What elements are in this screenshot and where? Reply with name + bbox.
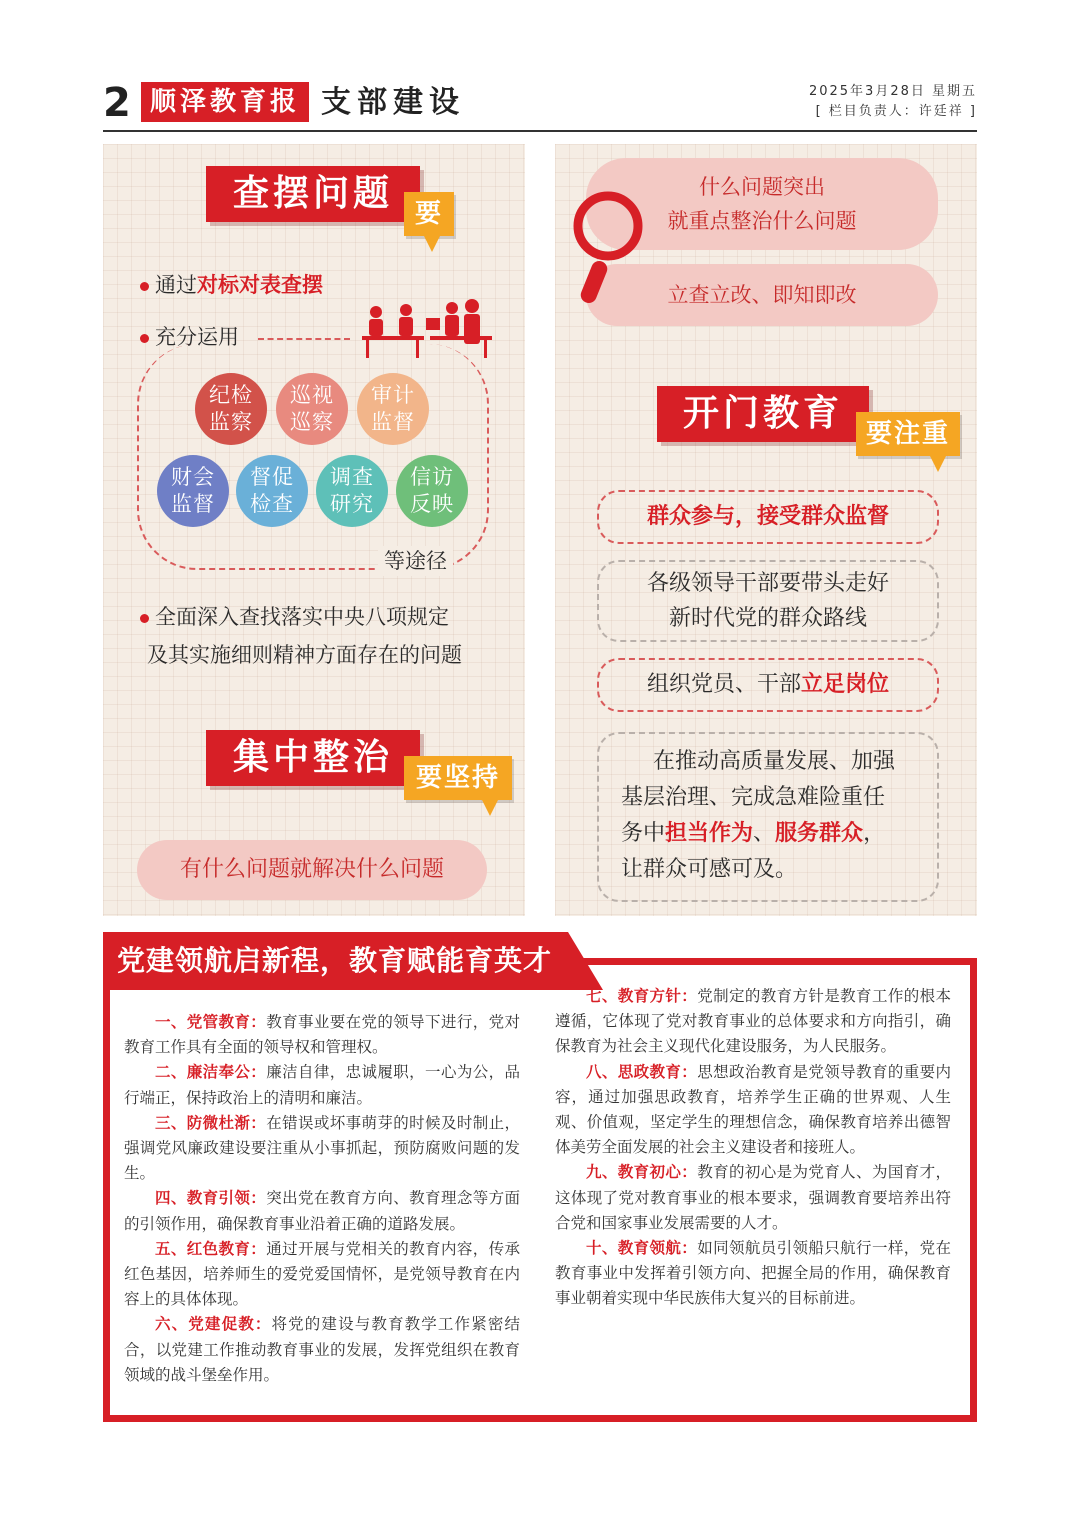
etc-label: 等途径 [378, 546, 453, 576]
article-item: 三、防微杜渐：在错误或坏事萌芽的时候及时制止，强调党风廉政建设要注重从小事抓起，预防腐败问题的发生。 [124, 1113, 520, 1183]
dateline [809, 82, 977, 122]
pill-lichalige: 立查立改、即知即改 [586, 264, 938, 326]
article-item: 九、教育初心：教育的初心是为党育人、为国育才，这体现了党对教育事业的根本要求，强调教育要培养出符合党和国家事业发展需要的人才。 [555, 1163, 951, 1232]
box-gaozhiliang: 在推动高质量发展、加强 基层治理、完成急难险重任 务中担当作为、服务群众， 让群众可感可及。 [597, 732, 939, 902]
pill-tuchu: 什么问题突出 就重点整治什么问题 [586, 158, 938, 250]
article-item: 七、教育方针：党制定的教育方针是教育工作的根本遵循，它体现了党对教育事业的总体要求和方向指引，确保教育为社会主义现代化建设服务，为人民服务。 [555, 987, 951, 1056]
box-gangwei: 组织党员、干部立足岗位 [597, 658, 939, 712]
pill-jiejue: 有什么问题就解决什么问题 [137, 840, 487, 900]
circle-shenji: 审计 监督 [357, 373, 429, 445]
article-column-left [124, 1010, 520, 1388]
article-column-right [555, 984, 951, 1312]
bullet-chongfen: 充分运用 [140, 322, 239, 352]
masthead [103, 78, 977, 132]
magnifier-icon [568, 186, 648, 316]
bullet-baxiang: 全面深入查找落实中央八项规定 及其实施细则精神方面存在的问题 [140, 598, 462, 674]
circle-jijian: 纪检 监察 [195, 373, 267, 445]
box-lingdao: 各级领导干部要带头走好 新时代党的群众路线 [597, 560, 939, 642]
banner-kaimen-tag: 要注重 [856, 412, 960, 456]
bullet-duibiao: 通过对标对表查摆 [140, 270, 323, 300]
page-number: 2 [103, 80, 131, 126]
column-editor: [ 栏目负责人：许廷祥 ] [815, 104, 977, 119]
article-item: 六、党建促教：将党的建设与教育教学工作紧密结合，以党建工作推动教育事业的发展，发挥党组织在教育领域的战斗堡垒作用。 [124, 1315, 520, 1384]
article-item: 四、教育引领：突出党在教育方向、教育理念等方面的引领作用，确保教育事业沿着正确的道路发展。 [124, 1189, 520, 1233]
banner-chabai-tag: 要 [404, 192, 454, 236]
highlight-duibiao: 对标对表查摆 [197, 273, 323, 297]
banner-jizhong-tag: 要坚持 [404, 756, 512, 800]
circle-diaocha: 调查 研究 [316, 455, 388, 527]
office-team-icon [356, 296, 496, 360]
circle-caihui: 财会 监督 [157, 455, 229, 527]
dash-connector [258, 338, 350, 340]
article-item: 二、廉洁奉公：廉洁自律，忠诚履职，一心为公，品行端正，保持政治上的清明和廉洁。 [124, 1063, 520, 1107]
article-item: 十、教育领航：如同领航员引领船只航行一样，党在教育事业中发挥着引领方向、把握全局的作用，确保教育事业朝着实现中华民族伟大复兴的目标前进。 [555, 1239, 951, 1308]
banner-jizhong: 集中整治 [206, 730, 420, 786]
issue-date: 2025年3月28日 星期五 [808, 84, 977, 99]
banner-kaimen: 开门教育 [657, 386, 869, 442]
paper-logo: 顺泽教育报 [141, 82, 309, 122]
circle-ducu: 督促 检查 [236, 455, 308, 527]
section-title: 支部建设 [321, 85, 465, 120]
bullet-dot [140, 614, 149, 623]
circle-xinfang: 信访 反映 [396, 455, 468, 527]
box-qunzhong: 群众参与，接受群众监督 [597, 490, 939, 544]
article-item: 八、思政教育：思想政治教育是党领导教育的重要内容，通过加强思政教育，培养学生正确的世界观、人生观、价值观，坚定学生的理想信念，确保教育培养出德智体美劳全面发展的社会主义建设者和接班人。 [555, 1062, 951, 1157]
article-item: 五、红色教育：通过开展与党相关的教育内容，传承红色基因，培养师生的爱党爱国情怀，是党领导教育在内容上的具体体现。 [124, 1239, 520, 1309]
circle-xunshi: 巡视 巡察 [276, 373, 348, 445]
article-title: 党建领航启新程，教育赋能育英才 [117, 944, 553, 977]
banner-chabai: 查摆问题 [206, 166, 420, 222]
bullet-dot [140, 334, 149, 343]
article-title-bar [103, 932, 623, 990]
article-item: 一、党管教育：教育事业要在党的领导下进行，党对教育工作具有全面的领导权和管理权。 [124, 1013, 520, 1057]
bullet-dot [140, 282, 149, 291]
